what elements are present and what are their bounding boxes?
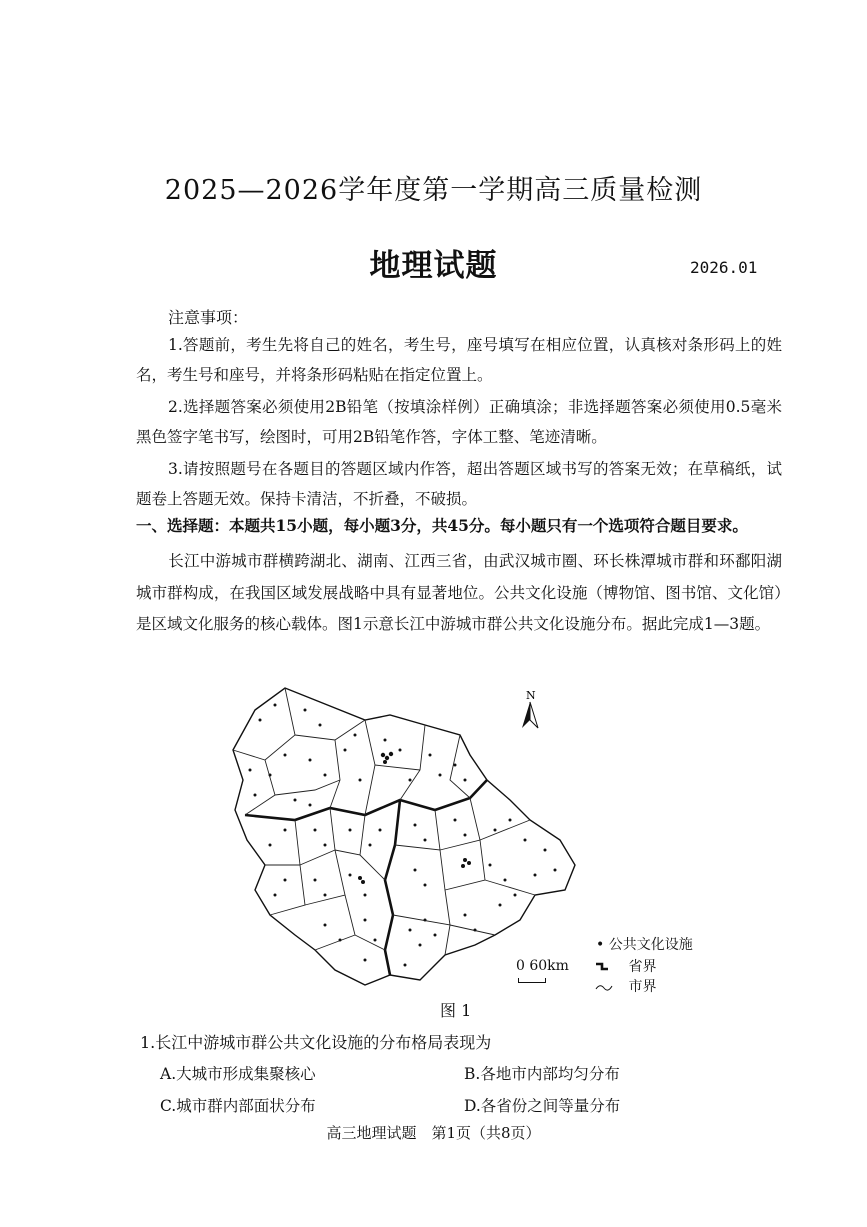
scale-bar bbox=[516, 958, 569, 974]
question-1: 1.长江中游城市群公共文化设施的分布格局表现为 bbox=[140, 1033, 492, 1052]
legend-facility bbox=[596, 934, 693, 954]
scale-bar-line bbox=[518, 978, 546, 983]
notice-item-1 bbox=[136, 330, 782, 390]
facility-dot-icon: • bbox=[596, 937, 605, 953]
notice-item-2-text: 2.选择题答案必须使用2B铅笔（按填涂样例）正确填涂；非选择题答案必须使用0.5毫米黑色签字笔书写，绘图时，可用2B铅笔作答，字体工整、笔迹清晰。 bbox=[136, 398, 782, 446]
province-border-icon bbox=[594, 960, 616, 974]
province-border-2 bbox=[385, 800, 400, 975]
legend-province-label: 省界 bbox=[628, 959, 657, 975]
map-legend bbox=[512, 930, 712, 1000]
notice-item-3 bbox=[136, 454, 782, 514]
option-c: C.城市群内部面状分布 bbox=[160, 1097, 316, 1115]
north-arrow-icon bbox=[512, 688, 548, 732]
page-footer: 高三地理试题 第1页（共8页） bbox=[326, 1124, 541, 1142]
legend-province bbox=[594, 956, 656, 976]
notice-item-1-text: 1.答题前，考生先将自己的姓名，考生号，座号填写在相应位置，认真核对条形码上的姓名，考生号和座号，并将条形码粘贴在指定位置上。 bbox=[136, 336, 782, 384]
city-borders bbox=[233, 688, 535, 955]
notice-item-3-text: 3.请按照题号在各题目的答题区域内作答，超出答题区域书写的答案无效；在草稿纸，试题卷上答题无效。保持卡清洁，不折叠，不破损。 bbox=[136, 460, 782, 508]
question-stem-text: 长江中游城市群横跨湖北、湖南、江西三省，由武汉城市圈、环长株潭城市群和环鄱阳湖城市群构成，在我国区域发展战略中具有显著地位。公共文化设施（博物馆、图书馆、文化馆）是区域文化服务的核心载体。图1示意长江中游城市群公共文化设施分布。据此完成1—3题。 bbox=[136, 552, 782, 633]
question-stem bbox=[136, 546, 782, 641]
legend-facility-label: 公共文化设施 bbox=[608, 937, 693, 953]
section-heading: 一、选择题：本题共15小题，每小题3分，共45分。每小题只有一个选项符合题目要求。 bbox=[136, 516, 748, 535]
notice-item-2 bbox=[136, 392, 782, 452]
facility-points bbox=[249, 704, 557, 967]
exam-title: 2025—2026学年度第一学期高三质量检测 bbox=[164, 175, 703, 206]
legend-city-label: 市界 bbox=[628, 979, 657, 995]
notice-heading: 注意事项： bbox=[168, 308, 249, 327]
scale-label: 0 60km bbox=[516, 958, 569, 974]
figure-caption: 图 1 bbox=[440, 1001, 472, 1020]
option-d: D.各省份之间等量分布 bbox=[464, 1097, 621, 1115]
province-border-1 bbox=[245, 780, 487, 820]
legend-city bbox=[594, 976, 656, 996]
option-b: B.各地市内部均匀分布 bbox=[464, 1065, 620, 1083]
north-label: N bbox=[526, 689, 536, 702]
subject-title: 地理试题 bbox=[369, 248, 498, 284]
city-border-icon bbox=[594, 980, 616, 994]
exam-date: 2026.01 bbox=[690, 258, 758, 277]
option-a: A.大城市形成集聚核心 bbox=[160, 1065, 316, 1083]
